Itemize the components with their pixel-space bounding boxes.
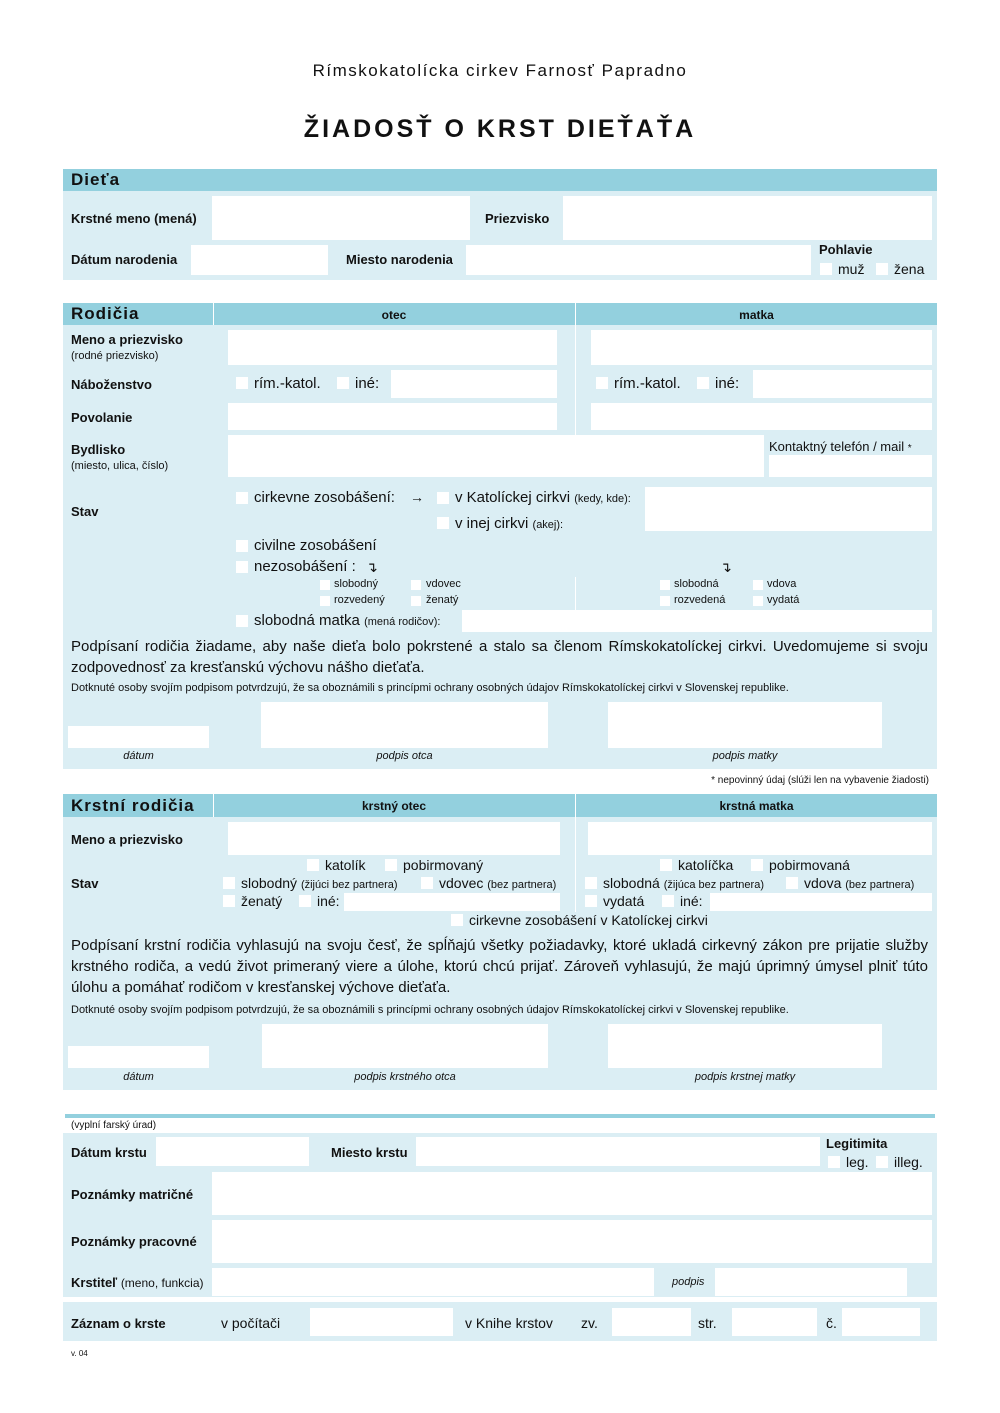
godmother-other-checkbox[interactable] — [662, 895, 674, 907]
father-name-field[interactable] — [228, 330, 557, 365]
record-label: Záznam o krste — [71, 1316, 166, 1331]
status-column-divider — [575, 577, 576, 610]
baptismal-name-field[interactable] — [212, 196, 470, 240]
godmother-single-label: slobodná (žijúca bez partnera) — [603, 875, 764, 891]
father-married-checkbox[interactable] — [411, 596, 421, 606]
godfather-signature-field[interactable] — [262, 1024, 548, 1068]
in-catholic-label: v Katolíckej cirkvi (kedy, kde): — [455, 489, 631, 506]
godmother-other-label: iné: — [680, 893, 703, 909]
birth-place-label: Miesto narodenia — [346, 252, 453, 267]
godmother-confirmed-checkbox[interactable] — [751, 859, 763, 871]
maiden-name-hint: (rodné priezvisko) — [71, 350, 159, 362]
godfather-catholic-checkbox[interactable] — [307, 859, 319, 871]
number-label: č. — [826, 1315, 837, 1331]
godmother-signature-field[interactable] — [608, 1024, 882, 1068]
godmother-other-field[interactable] — [710, 893, 932, 911]
father-rc-checkbox[interactable] — [236, 377, 248, 389]
father-widower-label: vdovec — [426, 578, 461, 590]
godfather-other-label: iné: — [317, 893, 340, 909]
page-label: str. — [698, 1315, 717, 1331]
parents-column-divider — [575, 325, 576, 435]
parents-date-field[interactable] — [68, 726, 209, 748]
female-checkbox[interactable] — [876, 263, 888, 275]
parents-section-title: Rodičia — [71, 304, 140, 323]
baptizer-signature-field[interactable] — [715, 1268, 907, 1296]
mother-signature-field[interactable] — [608, 702, 882, 748]
mother-name-field[interactable] — [591, 330, 932, 365]
mother-other-religion-checkbox[interactable] — [697, 377, 709, 389]
optional-field-note: * nepovinný údaj (slúži len na vybavenie žiadosti) — [711, 775, 929, 786]
mother-arrow-down-icon: ↴ — [720, 559, 732, 575]
father-column-header: otec — [381, 308, 407, 322]
father-other-religion-label: iné: — [355, 375, 380, 392]
godmother-signature-label: podpis krstnej matky — [694, 1071, 796, 1083]
father-divorced-checkbox[interactable] — [320, 596, 330, 606]
parents-gdpr-note: Dotknuté osoby svojím podpisom potvrdzujú, že sa oboznámili s princípmi ochrany osobných údajov Rímskokatolíckej cirkvi v Slovenskej republike. — [71, 682, 789, 694]
form-title: ŽIADOSŤ O KRST DIEŤAŤA — [303, 115, 697, 143]
single-mother-checkbox[interactable] — [236, 615, 248, 627]
single-mother-field[interactable] — [462, 610, 932, 632]
office-note: (vyplní farský úrad) — [71, 1120, 157, 1131]
godparents-gdpr-note: Dotknuté osoby svojím podpisom potvrdzujú, že sa oboznámili s princípmi ochrany osobných údajov Rímskokatolíckej cirkvi v Slovenskej republike. — [71, 1004, 789, 1016]
godmother-confirmed-label: pobirmovaná — [769, 857, 850, 873]
office-section-divider — [65, 1114, 935, 1118]
registry-notes-field[interactable] — [212, 1172, 932, 1215]
in-catholic-checkbox[interactable] — [437, 492, 449, 504]
godfather-widower-checkbox[interactable] — [421, 877, 433, 889]
volume-label: zv. — [581, 1315, 598, 1331]
baptizer-signature-label: podpis — [672, 1276, 705, 1288]
father-single-label: slobodný — [334, 578, 379, 590]
male-checkbox[interactable] — [820, 263, 832, 275]
registry-notes-label: Poznámky matričné — [71, 1187, 194, 1202]
godmother-name-field[interactable] — [588, 822, 932, 855]
father-other-religion-checkbox[interactable] — [337, 377, 349, 389]
godmother-single-checkbox[interactable] — [585, 877, 597, 889]
marriage-details-field[interactable] — [645, 487, 932, 531]
female-label: žena — [894, 261, 925, 277]
godmother-catholic-checkbox[interactable] — [660, 859, 672, 871]
mother-rc-label: rím.-katol. — [614, 375, 681, 392]
baptism-place-label: Miesto krstu — [331, 1145, 408, 1160]
contact-label: Kontaktný telefón / mail * — [769, 439, 912, 454]
godparents-church-married-checkbox[interactable] — [451, 914, 463, 926]
in-other-church-checkbox[interactable] — [437, 517, 449, 529]
surname-label: Priezvisko — [485, 211, 550, 226]
mother-signature-label: podpis matky — [712, 750, 778, 762]
illegitimate-label: illeg. — [894, 1154, 923, 1170]
mother-column-header: matka — [739, 308, 774, 322]
father-single-checkbox[interactable] — [320, 580, 330, 590]
godfather-catholic-label: katolík — [325, 857, 366, 873]
church-married-label: cirkevne zosobášení: — [254, 489, 395, 506]
father-occupation-field[interactable] — [228, 403, 557, 430]
father-married-label: ženatý — [426, 594, 459, 606]
arrow-right-icon: → — [410, 489, 424, 505]
father-signature-field[interactable] — [261, 702, 548, 748]
occupation-label: Povolanie — [71, 410, 133, 425]
godmother-column-header: krstná matka — [719, 799, 794, 813]
godfather-other-field[interactable] — [344, 893, 560, 911]
gender-label: Pohlavie — [819, 242, 873, 257]
godmother-married-checkbox[interactable] — [585, 895, 597, 907]
godfather-married-checkbox[interactable] — [223, 895, 235, 907]
religion-label: Náboženstvo — [71, 377, 152, 392]
version-label: v. 04 — [71, 1349, 88, 1358]
parents-date-label: dátum — [123, 750, 154, 762]
residence-hint: (miesto, ulica, číslo) — [71, 460, 169, 472]
godmother-catholic-label: katolíčka — [678, 857, 734, 873]
parents-declaration: Podpísaní rodičia žiadame, aby naše dieťa bolo pokrstené a stalo sa členom Rímskokatolíckej cirkvi. Uvedomujeme si svoju zodpovednosť za kresťanskú výchovu nášho dieťaťa. — [71, 638, 928, 676]
mother-widow-label: vdova — [767, 578, 797, 590]
number-field[interactable] — [842, 1308, 920, 1336]
residence-label: Bydlisko — [71, 442, 126, 457]
mother-married-label: vydatá — [767, 594, 800, 606]
mother-single-label: slobodná — [674, 578, 719, 590]
computer-label: v počítači — [221, 1315, 281, 1331]
baptism-place-field[interactable] — [416, 1137, 820, 1166]
child-section-header — [63, 169, 937, 191]
parish-name: Rímskokatolícka cirkev Farnosť Papradno — [312, 61, 688, 80]
work-notes-label: Poznámky pracovné — [71, 1234, 197, 1249]
work-notes-field[interactable] — [212, 1220, 932, 1263]
single-mother-label: slobodná matka (mená rodičov): — [254, 612, 441, 629]
church-married-checkbox[interactable] — [236, 492, 248, 504]
father-widower-checkbox[interactable] — [411, 580, 421, 590]
godfather-column-header: krstný otec — [361, 799, 427, 813]
civil-married-checkbox[interactable] — [236, 540, 248, 552]
godfather-confirmed-label: pobirmovaný — [403, 857, 484, 873]
status-label: Stav — [71, 504, 99, 519]
baptism-date-label: Dátum krstu — [71, 1145, 147, 1160]
male-label: muž — [838, 261, 865, 277]
baptizer-field[interactable] — [212, 1268, 654, 1296]
unmarried-checkbox[interactable] — [236, 561, 248, 573]
baptism-date-field[interactable] — [156, 1137, 309, 1166]
contact-field[interactable] — [769, 455, 932, 477]
mother-other-religion-field[interactable] — [753, 370, 932, 398]
birth-date-label: Dátum narodenia — [71, 252, 178, 267]
godmother-widow-label: vdova (bez partnera) — [804, 875, 915, 891]
godfather-married-label: ženatý — [241, 893, 283, 909]
in-other-church-label: v inej cirkvi (akej): — [455, 515, 564, 532]
legitimate-checkbox[interactable] — [828, 1156, 840, 1168]
father-signature-label: podpis otca — [376, 750, 433, 762]
godfather-name-field[interactable] — [228, 822, 560, 855]
godfather-single-checkbox[interactable] — [223, 877, 235, 889]
surname-field[interactable] — [563, 196, 932, 240]
godmother-married-label: vydatá — [603, 893, 645, 909]
godfather-widower-label: vdovec (bez partnera) — [439, 875, 557, 891]
mother-widow-checkbox[interactable] — [753, 580, 763, 590]
parent-name-label: Meno a priezvisko — [71, 332, 183, 347]
baptizer-label: Krstiteľ (meno, funkcia) — [71, 1275, 204, 1290]
baptismal-name-label: Krstné meno (mená) — [71, 211, 197, 226]
godfather-other-checkbox[interactable] — [299, 895, 311, 907]
residence-field[interactable] — [228, 435, 764, 477]
book-label: v Knihe krstov — [465, 1315, 553, 1331]
godfather-confirmed-checkbox[interactable] — [385, 859, 397, 871]
child-section-title: Dieťa — [71, 170, 121, 189]
mother-divorced-checkbox[interactable] — [660, 596, 670, 606]
mother-single-checkbox[interactable] — [660, 580, 670, 590]
page-field[interactable] — [732, 1308, 817, 1336]
computer-field[interactable] — [310, 1308, 453, 1336]
illegitimate-checkbox[interactable] — [876, 1156, 888, 1168]
father-arrow-down-icon: ↴ — [366, 559, 378, 575]
birth-place-field[interactable] — [466, 245, 811, 275]
godparents-date-field[interactable] — [68, 1046, 209, 1068]
father-other-religion-field[interactable] — [391, 370, 557, 398]
mother-rc-checkbox[interactable] — [596, 377, 608, 389]
godfather-signature-label: podpis krstného otca — [354, 1071, 456, 1083]
godparent-name-label: Meno a priezvisko — [71, 832, 183, 847]
godparents-column-divider — [575, 817, 576, 912]
mother-other-religion-label: iné: — [715, 375, 740, 392]
godparents-section-title: Krstní rodičia — [71, 796, 195, 815]
birth-date-field[interactable] — [191, 245, 328, 275]
legitimate-label: leg. — [846, 1154, 869, 1170]
mother-occupation-field[interactable] — [591, 403, 932, 430]
father-rc-label: rím.-katol. — [254, 375, 321, 392]
legitimacy-label: Legitimita — [826, 1136, 888, 1151]
godparent-status-label: Stav — [71, 876, 99, 891]
godfather-single-label: slobodný (žijúci bez partnera) — [241, 875, 398, 891]
godparents-church-married-label: cirkevne zosobášení v Katolíckej cirkvi — [469, 912, 708, 928]
mother-married-checkbox[interactable] — [753, 596, 763, 606]
godmother-widow-checkbox[interactable] — [786, 877, 798, 889]
volume-field[interactable] — [612, 1308, 691, 1336]
father-divorced-label: rozvedený — [334, 594, 385, 606]
civil-married-label: civilne zosobášení — [254, 537, 377, 554]
godparents-date-label: dátum — [123, 1071, 154, 1083]
unmarried-label: nezosobášení : — [254, 558, 356, 575]
mother-divorced-label: rozvedená — [674, 594, 726, 606]
godparents-declaration: Podpísaní krstní rodičia vyhlasujú na svoju česť, že spĺňajú všetky požiadavky, ktoré ukladá cirkevný zákon pre prijatie služby krstného rodiča, a vedú život primeraný viere a úlohe, ktorú chcú prijať. Zároveň vyhlasujú, že majú úprimný úmysel plniť túto úlohu a pomáhať rodičom v kresťanskej výchove dieťaťa. — [71, 937, 928, 996]
